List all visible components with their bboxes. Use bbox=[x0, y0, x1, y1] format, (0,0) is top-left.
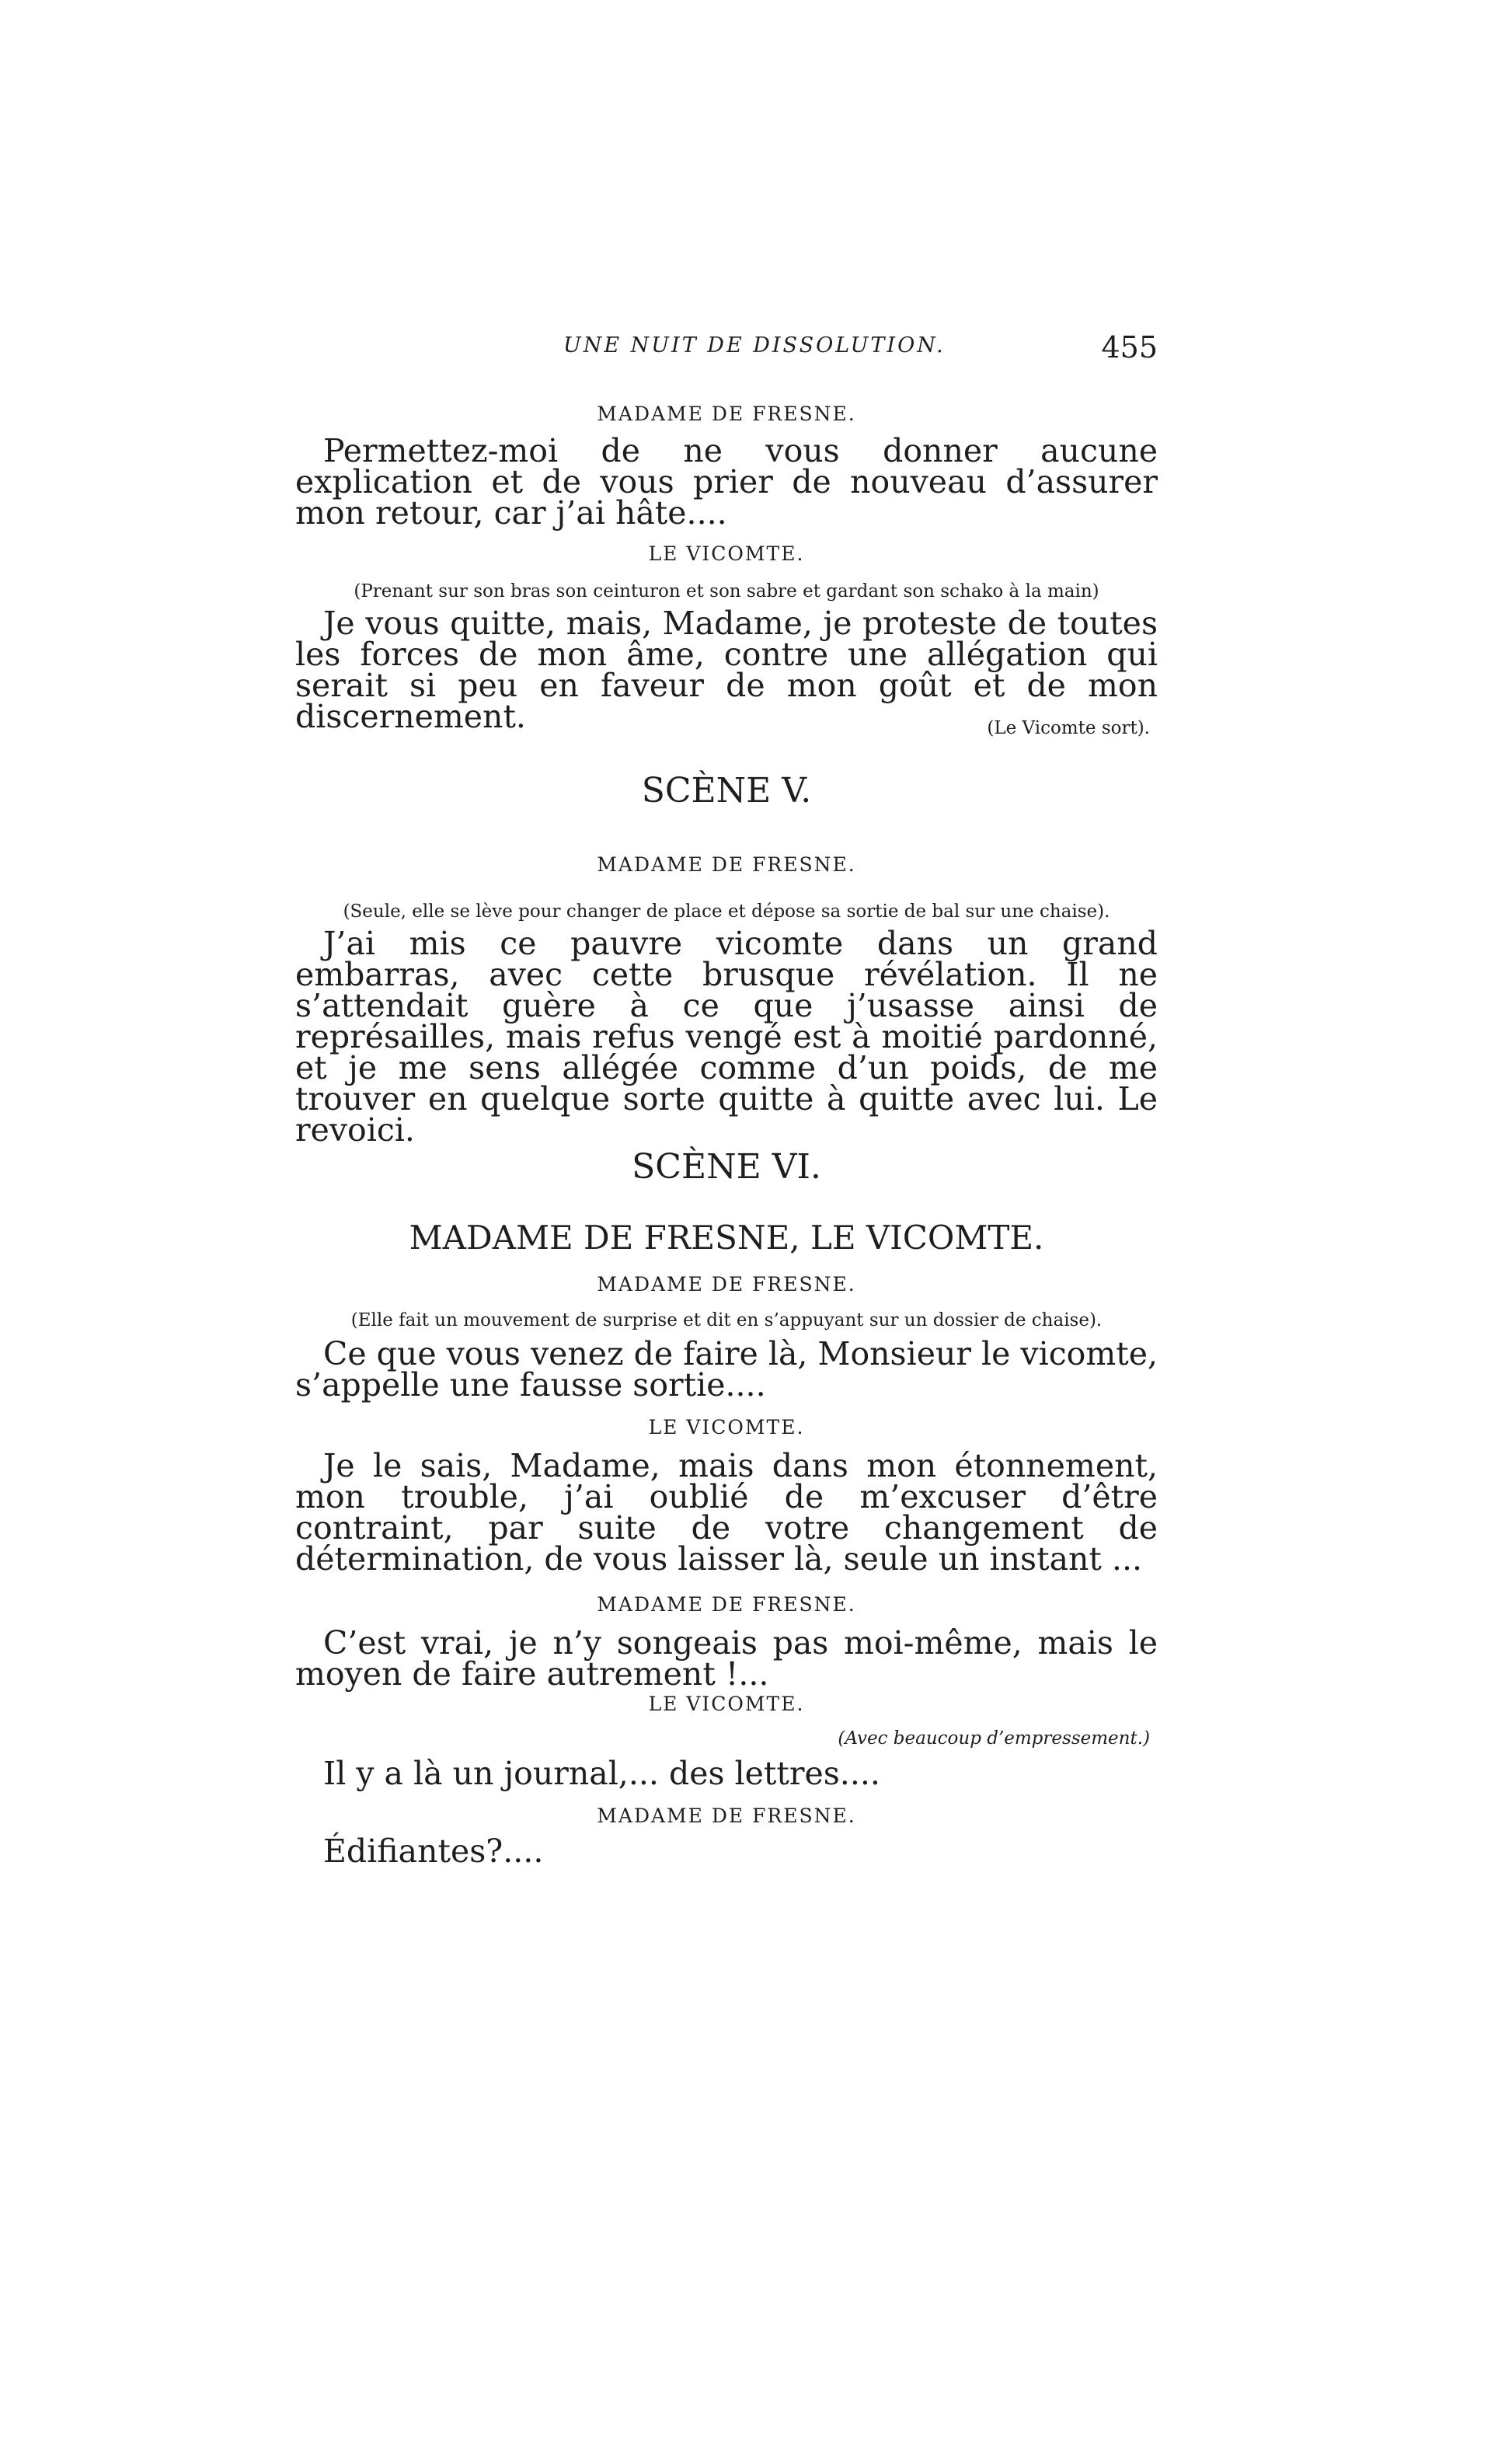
scene-heading: SCÈNE VI. bbox=[632, 1147, 821, 1187]
stage-direction: (Prenant sur son bras son ceinturon et son sabre et gardant son schako à la main) bbox=[354, 581, 1099, 602]
speaker-name: LE VICOMTE. bbox=[648, 1416, 805, 1438]
stage-direction: (Elle fait un mouvement de surprise et dit en s’appuyant sur un dossier de chaise). bbox=[350, 1310, 1103, 1330]
scene-heading: SCÈNE V. bbox=[641, 771, 812, 811]
dialogue-text: Je le sais, Madame, mais dans mon étonnement, mon trouble, j’ai oublié de m’excuser d’être contraint, par suite de votre changement de détermination, de vous laisser là, seule un instant ... bbox=[295, 1447, 1158, 1578]
dialogue-text: Permettez-moi de ne vous donner aucune explication et de vous prier de nouveau d’assurer mon retour, car j’ai hâte.... bbox=[295, 432, 1158, 532]
page-header bbox=[295, 330, 1158, 369]
dialogue-text: Je vous quitte, mais, Madame, je proteste de toutes les forces de mon âme, contre une allégation qui serait si peu en faveur de mon goût et de mon discernement. bbox=[295, 605, 1158, 735]
page-number: 455 bbox=[1101, 330, 1158, 364]
dialogue-text: C’est vrai, je n’y songeais pas moi-même, mais le moyen de faire autrement !... bbox=[295, 1624, 1158, 1693]
speaker-name: MADAME DE FRESNE. bbox=[597, 403, 856, 425]
speaker-name: MADAME DE FRESNE. bbox=[597, 1273, 856, 1295]
dialogue-text: Édifiantes?.... bbox=[323, 1832, 544, 1870]
dialogue-text: J’ai mis ce pauvre vicomte dans un grand embarras, avec cette brusque révélation. Il ne s’attendait guère à ce que j’usasse ainsi de représailles, mais refus vengé est à moitié pardonné, et je me sens allégée comme d’un poids, de me trouver en quelque sorte quitte à quitte avec lui. Le revoici. bbox=[295, 925, 1158, 1149]
speaker-name: MADAME DE FRESNE. bbox=[597, 1805, 856, 1827]
stage-direction: (Le Vicomte sort). bbox=[987, 718, 1150, 738]
speaker-name: LE VICOMTE. bbox=[648, 1693, 805, 1715]
stage-direction: (Avec beaucoup d’empressement.) bbox=[838, 1728, 1150, 1749]
scene-cast: MADAME DE FRESNE, LE VICOMTE. bbox=[409, 1219, 1044, 1257]
running-title: UNE NUIT DE DISSOLUTION. bbox=[563, 333, 946, 357]
speaker-name: MADAME DE FRESNE. bbox=[597, 853, 856, 876]
speaker-name: LE VICOMTE. bbox=[648, 542, 805, 565]
dialogue-text: Ce que vous venez de faire là, Monsieur le vicomte, s’appelle une fausse sortie.... bbox=[295, 1335, 1158, 1404]
dialogue-text: Il y a là un journal,... des lettres.... bbox=[323, 1755, 880, 1792]
stage-direction: (Seule, elle se lève pour changer de place et dépose sa sortie de bal sur une chaise). bbox=[343, 901, 1110, 922]
speaker-name: MADAME DE FRESNE. bbox=[597, 1593, 856, 1616]
